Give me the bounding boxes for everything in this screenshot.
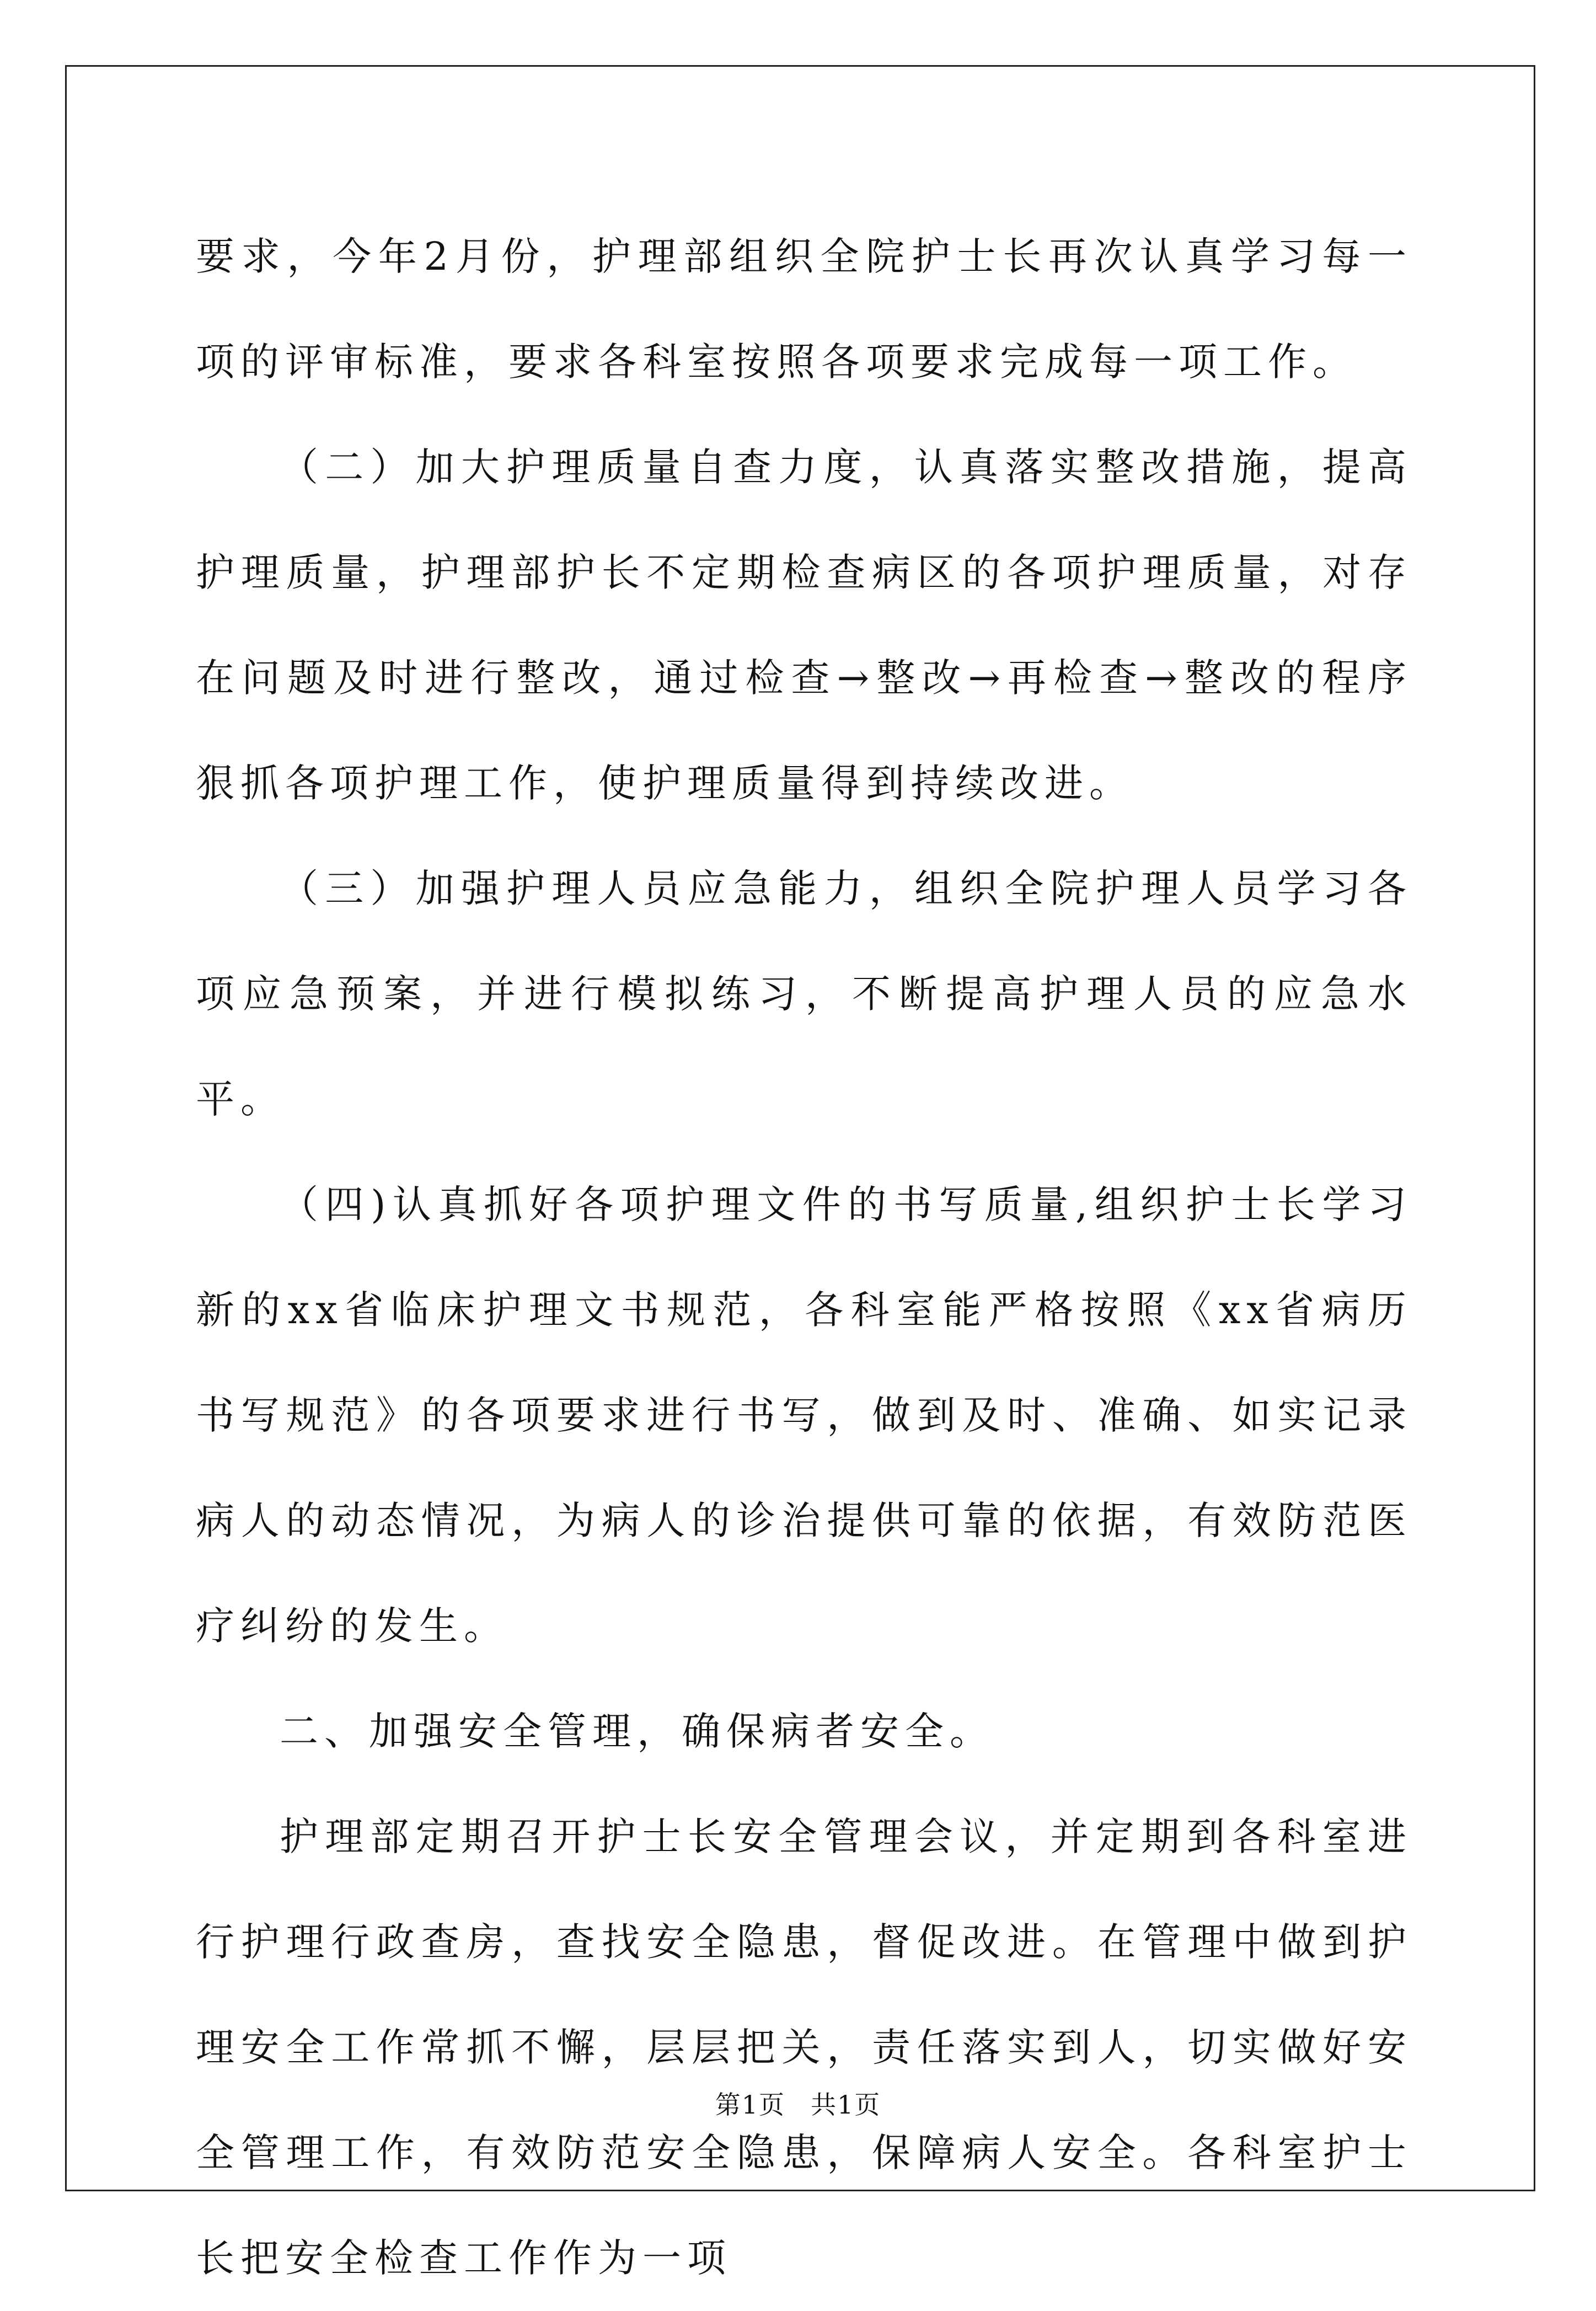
paragraph-continuation: 要求，今年2月份，护理部组织全院护士长再次认真学习每一项的评审标准，要求各科室按照各项要求完成每一项工作。 (196, 234, 1412, 384)
page-footer (0, 2085, 1596, 2121)
paragraph-section-2: （二）加大护理质量自查力度，认真落实整改措施，提高护理质量，护理部护长不定期检查病区的各项护理质量，对存在问题及时进行整改，通过检查→整改→再检查→整改的程序狠抓各项护理工作，使护理质量得到持续改进。 (196, 445, 1412, 806)
page-number: 第1页 (715, 2090, 785, 2120)
paragraph-section-4: （四)认真抓好各项护理文件的书写质量,组织护士长学习新的xx省临床护理文书规范，各科室能严格按照《xx省病历书写规范》的各项要求进行书写，做到及时、准确、如实记录病人的动态情况，为病人的诊治提供可靠的依据，有效防范医疗纠纷的发生。 (196, 1182, 1412, 1649)
paragraph-section-3: （三）加强护理人员应急能力，组织全院护理人员学习各项应急预案，并进行模拟练习，不断提高护理人员的应急水平。 (196, 866, 1412, 1122)
page-total: 共1页 (811, 2090, 881, 2120)
document-body (196, 204, 1412, 2311)
heading-safety-management: 二、加强安全管理，确保病者安全。 (280, 1709, 994, 1754)
paragraph-safety-management: 护理部定期召开护士长安全管理会议，并定期到各科室进行护理行政查房，查找安全隐患，督促改进。在管理中做到护理安全工作常抓不懈，层层把关，责任落实到人，切实做好安全管理工作，有效防范安全隐患，保障病人安全。各科室护士长把安全检查工作作为一项 (196, 1814, 1412, 2281)
